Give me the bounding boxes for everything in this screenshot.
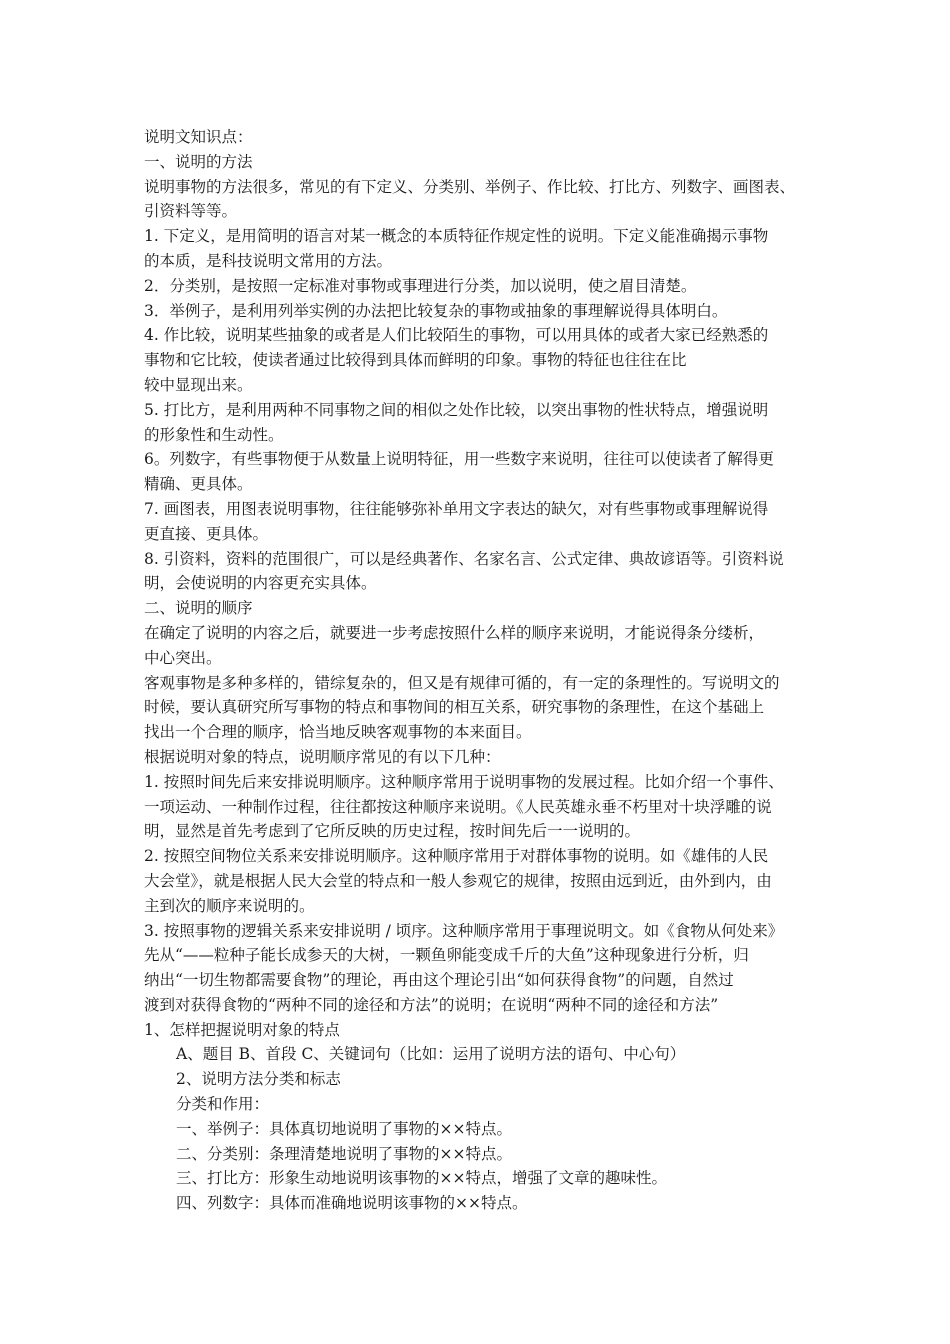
text-line: 1、怎样把握说明对象的特点 [144,1020,340,1039]
text-line: 4. 作比较，说明某些抽象的或者是人们比较陌生的事物，可以用具体的或者大家已经熟悉的 [144,326,769,345]
document-body [144,125,814,1216]
text-line: 较中显现出来。 [144,375,253,394]
text-line: A、题目 B、首段 C、关键词句（比如：运用了说明方法的语句、中心句） [176,1045,686,1064]
text-line: 一项运动、一种制作过程，往往都按这种顺序来说明。《人民英雄永垂不朽里对十块浮雕的说 [144,797,772,816]
text-line: 中心突出。 [144,648,222,667]
text-line: 二、分类别：条理清楚地说明了事物的××特点。 [176,1144,512,1163]
text-line: 2. 按照空间物位关系来安排说明顺序。这种顺序常用于对群体事物的说明。如《雄伟的人民 [144,847,769,866]
text-line: 明，会使说明的内容更充实具体。 [144,574,377,593]
text-line: 时候，要认真研究所写事物的特点和事物间的相互关系，研究事物的条理性，在这个基础上 [144,698,765,717]
text-line: 1. 下定义，是用简明的语言对某一概念的本质特征作规定性的说明。下定义能准确揭示事物 [144,227,769,246]
text-line: 渡到对获得食物的“两种不同的途径和方法”的说明；在说明“两种不同的途径和方法” [144,995,719,1014]
text-line: 二、说明的顺序 [144,599,253,618]
text-line: 一、举例子：具体真切地说明了事物的××特点。 [176,1119,512,1138]
text-line: 8. 引资料，资料的范围很广，可以是经典著作、名家名言、公式定律、典故谚语等。引资料说 [144,549,784,568]
text-line: 引资料等等。 [144,202,238,221]
text-line: 一、说明的方法 [144,152,253,171]
text-line: 根据说明对象的特点，说明顺序常见的有以下几种： [144,747,501,766]
text-line: 分类和作用： [176,1095,270,1114]
text-line: 精确、更具体。 [144,475,253,494]
text-line: 3. 按照事物的逻辑关系来安排说明 / 顷序。这种顺序常用于事理说明文。如《食物从何处来》 [144,921,784,940]
text-line: 纳出“一切生物都需要食物”的理论，再由这个理论引出“如何获得食物”的问题，自然过 [144,971,734,990]
text-line: 的形象性和生动性。 [144,425,284,444]
text-line: 说明事物的方法很多，常见的有下定义、分类别、举例子、作比较、打比方、列数字、画图表、 [144,177,796,196]
text-line: 事物和它比较，使读者通过比较得到具体而鲜明的印象。事物的特征也往往在比 [144,351,687,370]
text-line: 3．举例子，是利用列举实例的办法把比较复杂的事物或抽象的事理解说得具体明白。 [144,301,728,320]
text-line: 三、打比方：形象生动地说明该事物的××特点，增强了文章的趣味性。 [176,1169,667,1188]
text-line: 大会堂》，就是根据人民大会堂的特点和一般人参观它的规律，按照由远到近，由外到内，由 [144,871,772,890]
text-line: 更直接、更具体。 [144,524,269,543]
text-line: 7. 画图表，用图表说明事物，往往能够弥补单用文字表达的缺欠，对有些事物或事理解说得 [144,499,769,518]
text-line: 四、列数字：具体而准确地说明该事物的××特点。 [176,1194,528,1213]
text-line: 主到次的顺序来说明的。 [144,896,315,915]
text-line: 说明文知识点： [144,128,253,146]
text-line: 客观事物是多种多样的，错综复杂的，但又是有规律可循的，有一定的条理性的。写说明文的 [144,673,780,692]
text-line: 找出一个合理的顺序，恰当地反映客观事物的本来面目。 [144,723,532,742]
text-line: 2．分类别，是按照一定标准对事物或事理进行分类，加以说明，使之眉目清楚。 [144,276,697,295]
text-line: 2、说明方法分类和标志 [176,1070,341,1089]
text-line: 在确定了说明的内容之后，就要进一步考虑按照什么样的顺序来说明，才能说得条分缕析， [144,623,765,642]
text-line: 先从“——粒种子能长成参天的大树，一颗鱼卵能变成千斤的大鱼”这种现象进行分析，归 [144,946,749,965]
text-line: 的本质，是科技说明文常用的方法。 [144,251,393,270]
text-line: 1. 按照时间先后来安排说明顺序。这种顺序常用于说明事物的发展过程。比如介绍一个事件、 [144,772,784,791]
text-line: 6。列数字，有些事物便于从数量上说明特征，用一些数字来说明，往往可以使读者了解得更 [144,450,774,469]
text-line: 5. 打比方，是利用两种不同事物之间的相似之处作比较，以突出事物的性状特点，增强说明 [144,400,769,419]
text-line: 明，显然是首先考虑到了它所反映的历史过程，按时间先后一一说明的。 [144,822,641,841]
